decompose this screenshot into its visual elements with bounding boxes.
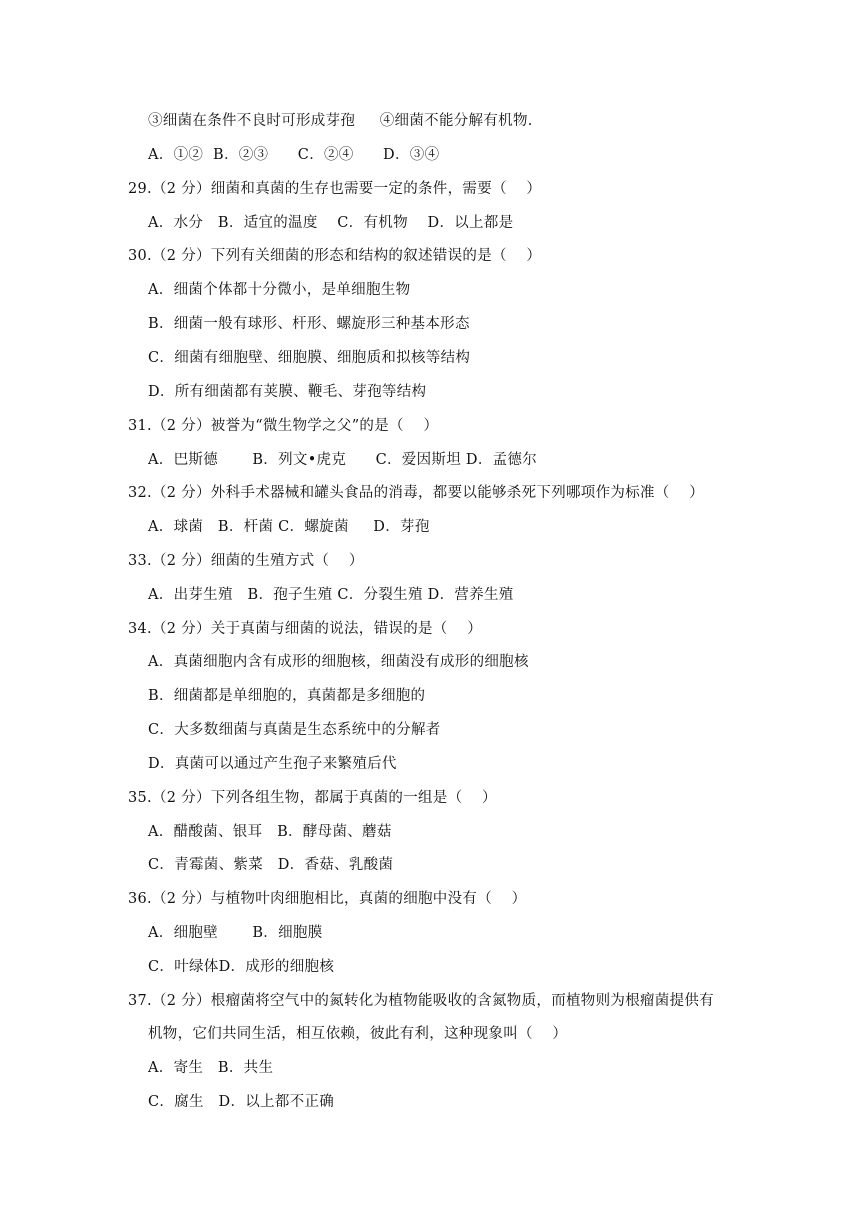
q32-options: A．球菌 B．杆菌 C．螺旋菌 D．芽孢 bbox=[148, 519, 430, 535]
q35-options-ab: A．醋酸菌、银耳 B．酵母菌、蘑菇 bbox=[148, 824, 392, 840]
q36-stem: 36.（2 分）与植物叶肉细胞相比，真菌的细胞中没有（ ） bbox=[128, 891, 527, 907]
q30-option-d: D．所有细菌都有荚膜、鞭毛、芽孢等结构 bbox=[148, 384, 427, 400]
q30-option-b: B．细菌一般有球形、杆形、螺旋形三种基本形态 bbox=[148, 316, 470, 332]
q37-stem-continued: 机物，它们共同生活，相互依赖，彼此有利，这种现象叫（ ） bbox=[148, 1026, 568, 1042]
q34-option-a: A．真菌细胞内含有成形的细胞核，细菌没有成形的细胞核 bbox=[148, 654, 529, 670]
q30-stem: 30.（2 分）下列有关细菌的形态和结构的叙述错误的是（ ） bbox=[128, 248, 542, 264]
q32-stem: 32.（2 分）外科手术器械和罐头食品的消毒，都要以能够杀死下列哪项作为标准（ ） bbox=[128, 485, 705, 501]
q28-options: A．①② B．②③ C．②④ D．③④ bbox=[148, 147, 440, 163]
q34-stem: 34.（2 分）关于真菌与细菌的说法，错误的是（ ） bbox=[128, 621, 483, 637]
q30-option-a: A．细菌个体都十分微小，是单细胞生物 bbox=[148, 282, 411, 298]
q35-options-cd: C．青霉菌、紫菜 D．香菇、乳酸菌 bbox=[148, 857, 394, 873]
q37-options-ab: A．寄生 B．共生 bbox=[148, 1060, 274, 1076]
q35-stem: 35.（2 分）下列各组生物，都属于真菌的一组是（ ） bbox=[128, 790, 497, 806]
q30-option-c: C．细菌有细胞壁、细胞膜、细胞质和拟核等结构 bbox=[148, 350, 471, 366]
q33-options: A．出芽生殖 B．孢子生殖 C．分裂生殖 D．营养生殖 bbox=[148, 587, 514, 603]
q34-option-d: D．真菌可以通过产生孢子来繁殖后代 bbox=[148, 756, 397, 772]
q34-option-b: B．细菌都是单细胞的，真菌都是多细胞的 bbox=[148, 688, 426, 704]
q29-stem: 29.（2 分）细菌和真菌的生存也需要一定的条件，需要（ ） bbox=[128, 181, 542, 197]
q28-statement-3-4: ③细菌在条件不良时可形成芽孢 ④细菌不能分解有机物. bbox=[148, 113, 533, 129]
q36-options-ab: A．细胞壁 B．细胞膜 bbox=[148, 925, 323, 941]
q31-options: A．巴斯德 B．列文•虎克 C．爱因斯坦 D．孟德尔 bbox=[148, 452, 538, 468]
q37-options-cd: C．腐生 D．以上都不正确 bbox=[148, 1094, 335, 1110]
q34-option-c: C．大多数细菌与真菌是生态系统中的分解者 bbox=[148, 722, 441, 738]
q36-options-cd: C．叶绿体D．成形的细胞核 bbox=[148, 959, 335, 975]
q37-stem: 37.（2 分）根瘤菌将空气中的氮转化为植物能吸收的含氮物质，而植物则为根瘤菌提供有 bbox=[128, 993, 714, 1009]
q31-stem: 31.（2 分）被誉为“微生物学之父”的是（ ） bbox=[128, 418, 439, 434]
q29-options: A．水分 B．适宜的温度 C．有机物 D．以上都是 bbox=[148, 215, 514, 231]
q33-stem: 33.（2 分）细菌的生殖方式（ ） bbox=[128, 553, 364, 569]
